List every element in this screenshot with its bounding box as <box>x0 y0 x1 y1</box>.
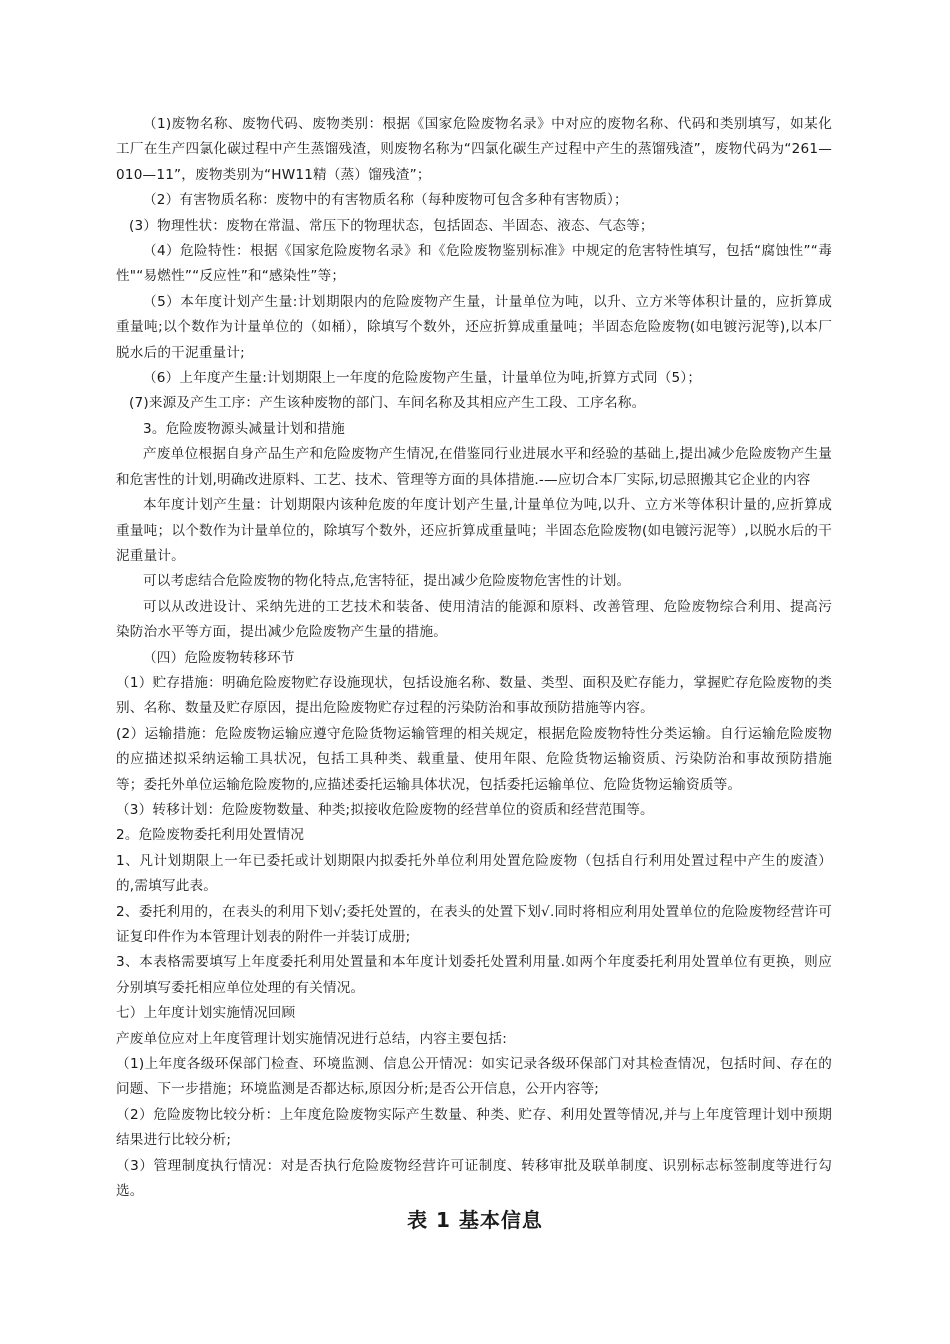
paragraph: （1)废物名称、废物代码、废物类别：根据《国家危险废物名录》中对应的废物名称、代码和类别填写，如某化工厂在生产四氯化碳过程中产生蒸馏残渣，则废物名称为“四氯化碳生产过程中产生的蒸馏残渣”，废物代码为“261—010—11”，废物类别为“HW11精（蒸）馏残渣”； <box>116 116 832 183</box>
paragraph: 3、本表格需要填写上年度委托利用处置量和本年度计划委托处置利用量.如两个年度委托利用处置单位有更换，则应分别填写委托相应单位处理的有关情况。 <box>116 954 832 996</box>
section-heading: 七）上年度计划实施情况回顾 <box>116 1005 296 1022</box>
paragraph: （3）转移计划：危险废物数量、种类;拟接收危险废物的经营单位的资质和经营范围等。 <box>116 801 654 818</box>
paragraph: （2）有害物质名称：废物中的有害物质名称（每种废物可包含多种有害物质）； <box>143 192 628 209</box>
section-heading: 3。危险废物源头减量计划和措施 <box>143 420 345 437</box>
paragraph: (7)来源及产生工序：产生该种废物的部门、车间名称及其相应产生工段、工序名称。 <box>129 395 646 412</box>
paragraph: （3）管理制度执行情况：对是否执行危险废物经营许可证制度、转移审批及联单制度、识别标志标签制度等进行勾选。 <box>116 1157 832 1200</box>
paragraph: （4）危险特性：根据《国家危险废物名录》和《危险废物鉴别标准》中规定的危害特性填写，包括“腐蚀性”“毒性"“易燃性”“反应性”和“感染性”等； <box>116 243 832 285</box>
paragraph: （1）贮存措施：明确危险废物贮存设施现状，包括设施名称、数量、类型、面积及贮存能力，掌握贮存危险废物的类别、名称、数量及贮存原因，提出危险废物贮存过程的污染防治和事故预防措施等内容。 <box>116 674 832 717</box>
document-body <box>116 112 832 1204</box>
paragraph: （5）本年度计划产生量:计划期限内的危险废物产生量，计量单位为吨，以升、立方米等体积计量的，应折算成重量吨;以个数作为计量单位的（如桶），除填写个数外，还应折算成重量吨；半固态危险废物(如电镀污泥等),以本厂脱水后的干泥重量计; <box>116 293 832 361</box>
section-heading: （四）危险废物转移环节 <box>143 649 295 666</box>
table-title: 表 1 基本信息 <box>407 1208 543 1232</box>
paragraph: （6）上年度产生量:计划期限上一年度的危险废物产生量，计量单位为吨,折算方式同（5）； <box>143 370 702 387</box>
paragraph: 本年度计划产生量：计划期限内该种危废的年度计划产生量,计量单位为吨,以升、立方米等体积计量的,应折算成重量吨；以个数作为计量单位的，除填写个数外，还应折算成重量吨；半固态危险废物(如电镀污泥等）,以脱水后的干泥重量计。 <box>116 497 832 564</box>
paragraph: 2、委托利用的，在表头的利用下划√;委托处置的，在表头的处置下划√.同时将相应利用处置单位的危险废物经营许可证复印件作为本管理计划表的附件一并装订成册; <box>116 903 832 945</box>
paragraph: （1)上年度各级环保部门检查、环境监测、信息公开情况：如实记录各级环保部门对其检查情况，包括时间、存在的问题、下一步措施；环境监测是否都达标,原因分析;是否公开信息，公开内容等; <box>116 1056 832 1098</box>
section-heading: 2。危险废物委托利用处置情况 <box>116 827 305 844</box>
paragraph: 产废单位应对上年度管理计划实施情况进行总结，内容主要包括: <box>116 1030 508 1047</box>
paragraph: 产废单位根据自身产品生产和危险废物产生情况,在借鉴同行业进展水平和经验的基础上,提出减少危险废物产生量和危害性的计划,明确改进原料、工艺、技术、管理等方面的具体措施.-—应切合本厂实际,切忌照搬其它企业的内容 <box>116 446 832 488</box>
paragraph: 1、凡计划期限上一年已委托或计划期限内拟委托外单位利用处置危险废物（包括自行利用处置过程中产生的废渣）的,需填写此表。 <box>116 852 832 895</box>
paragraph: (3）物理性状：废物在常温、常压下的物理状态，包括固态、半固态、液态、气态等； <box>129 217 654 234</box>
paragraph: 可以考虑结合危险废物的物化特点,危害特征，提出减少危险废物危害性的计划。 <box>143 573 631 590</box>
paragraph: (2）运输措施：危险废物运输应遵守危险货物运输管理的相关规定，根据危险废物特性分类运输。自行运输危险废物的应描述拟采纳运输工具状况，包括工具种类、载重量、使用年限、危险货物运输资质、污染防治和事故预防措施等；委托外单位运输危险废物的,应描述委托运输具体状况，包括委托运输单位、危险货物运输资质等。 <box>116 725 832 793</box>
paragraph: （2）危险废物比较分析：上年度危险废物实际产生数量、种类、贮存、利用处置等情况,并与上年度管理计划中预期结果进行比较分析; <box>116 1106 832 1149</box>
paragraph: 可以从改进设计、采纳先进的工艺技术和装备、使用清洁的能源和原料、改善管理、危险废物综合利用、提高污染防治水平等方面，提出减少危险废物产生量的措施。 <box>116 598 832 641</box>
